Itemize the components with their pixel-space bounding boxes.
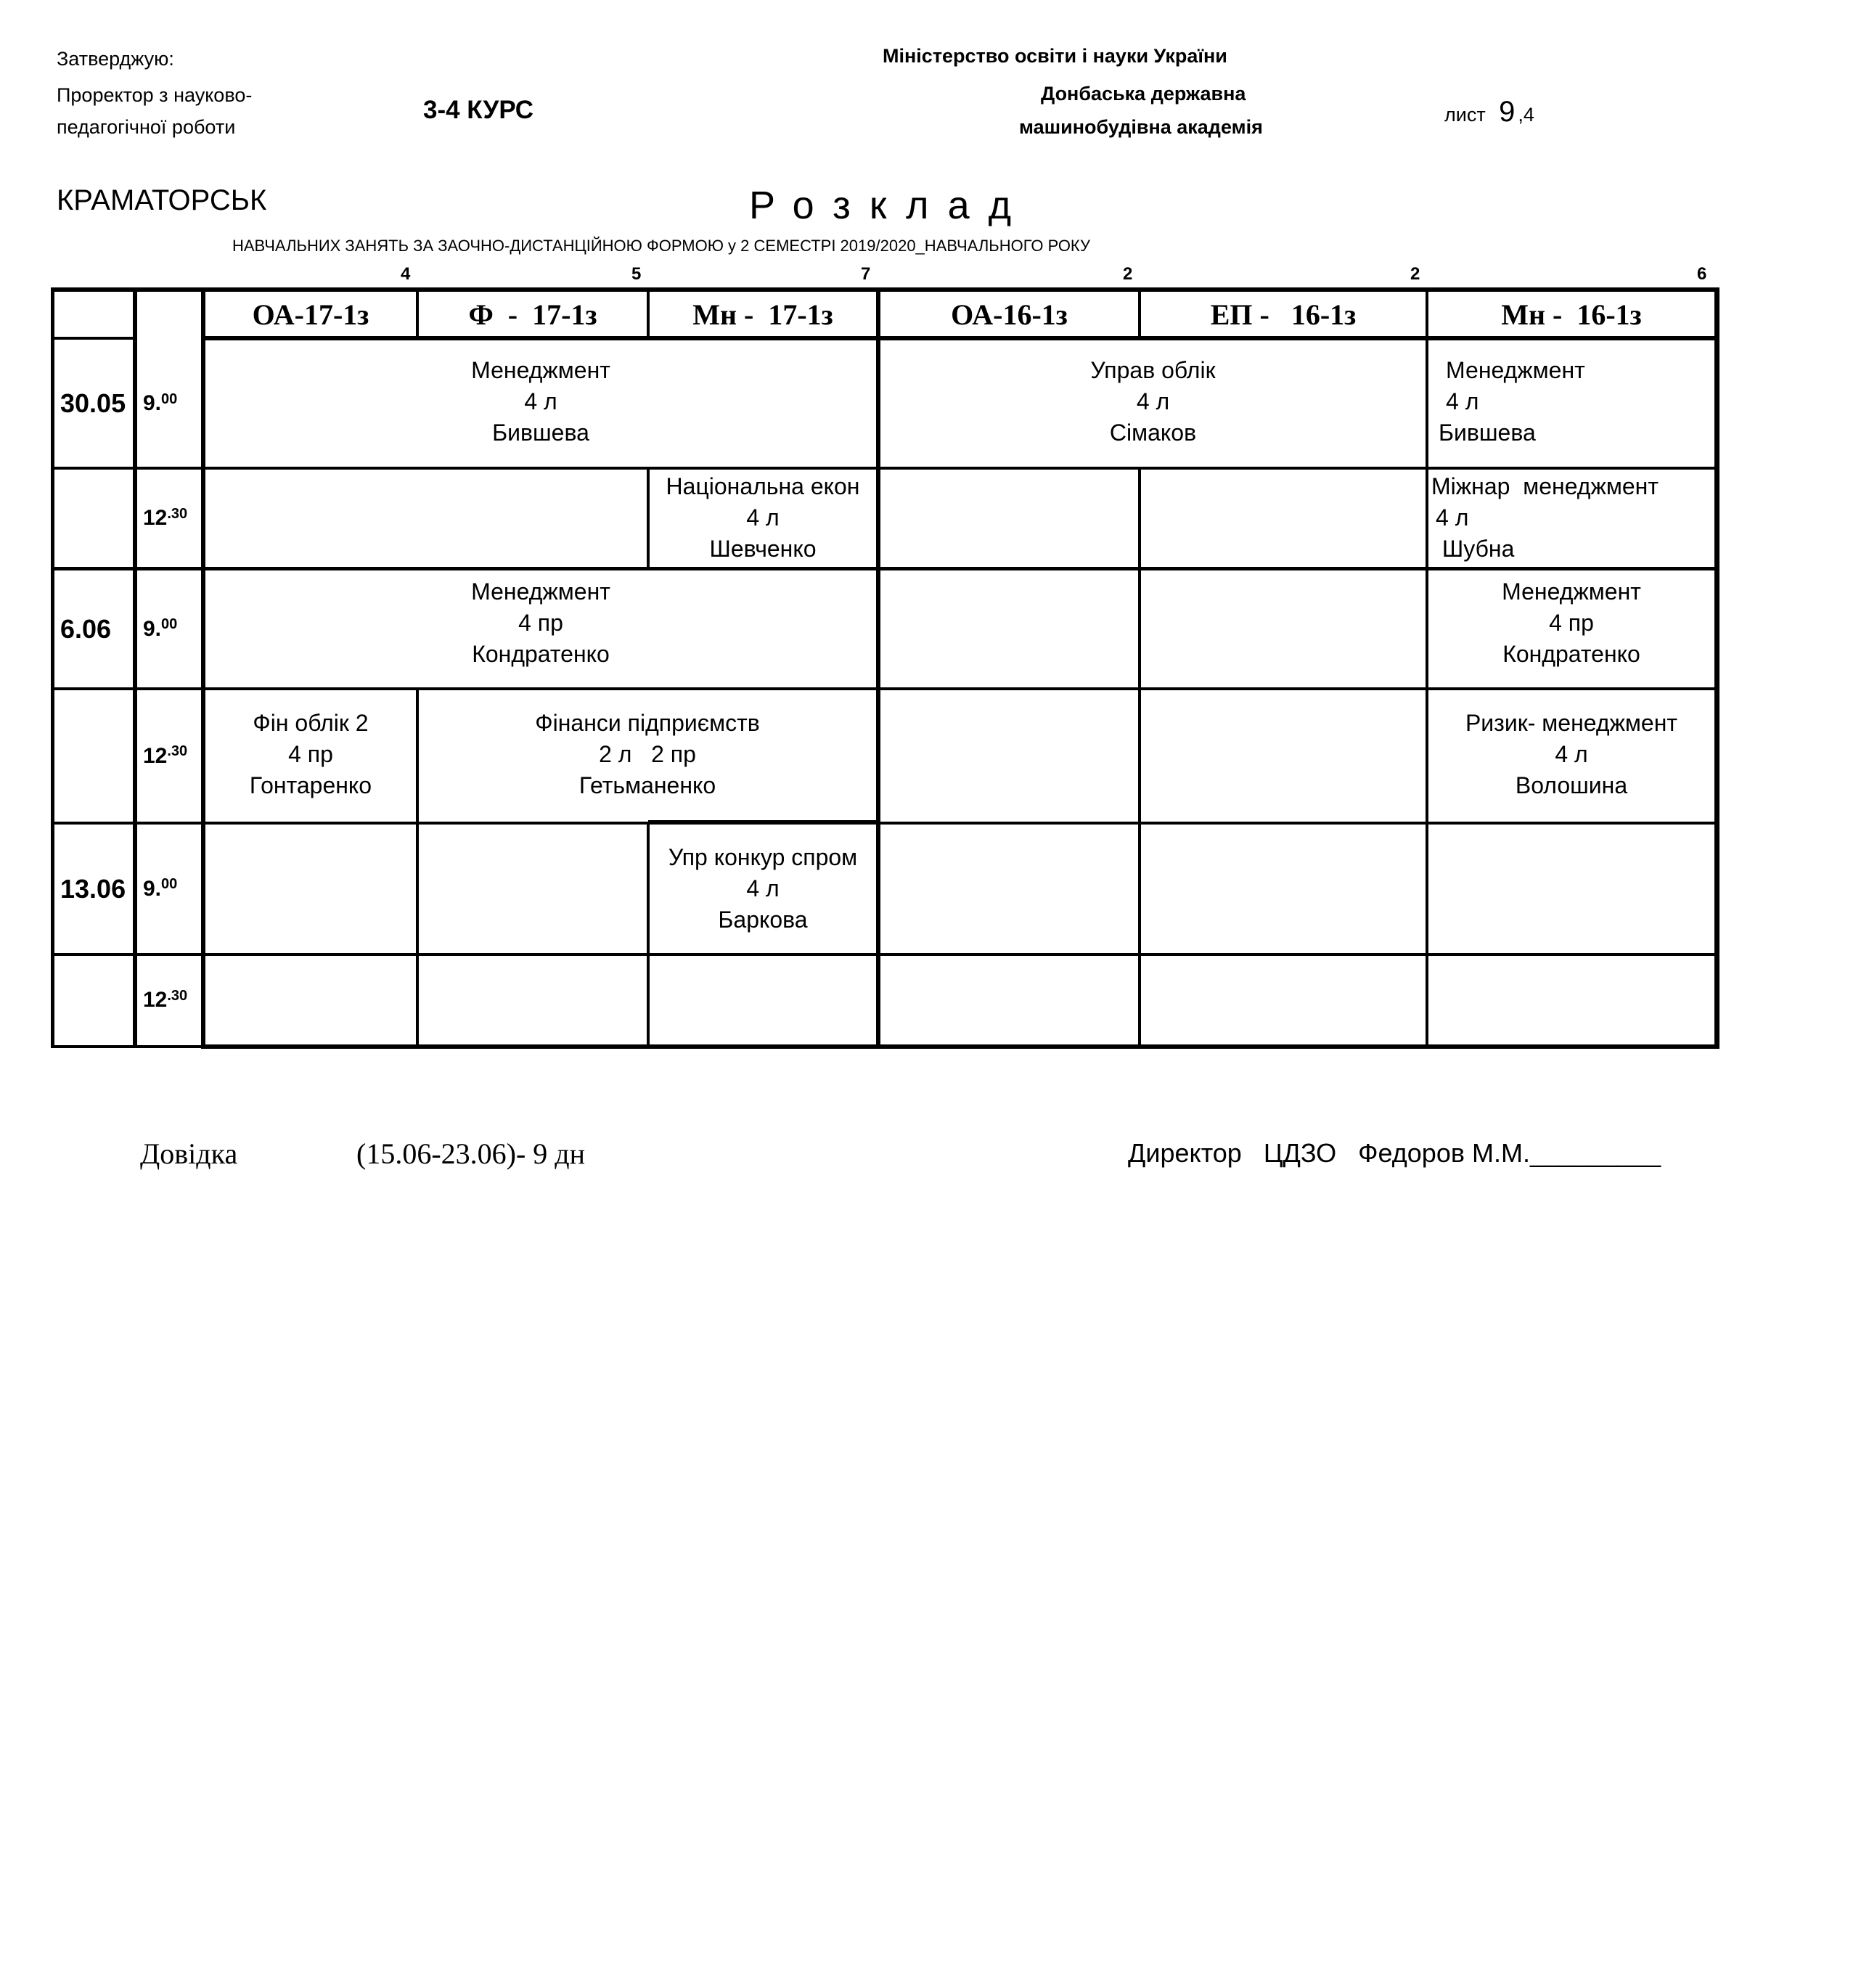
lesson-hours: 4 л [746,875,780,901]
page-subtitle: НАВЧАЛЬНИХ ЗАНЯТЬ ЗА ЗАОЧНО-ДИСТАНЦІЙНОЮ ФОРМОЮ у 2 СЕМЕСТРІ 2019/2020_НАВЧАЛЬНОГО РОКУ [232,237,1090,255]
column-number: 4 [401,264,411,284]
time-sup: .30 [167,987,188,1004]
prorector-line2: педагогічної роботи [57,116,236,138]
time-main: 9. [143,876,162,901]
lesson-cell[interactable] [880,340,1426,467]
grid-line [51,337,135,340]
lesson-hours: 4 л [1136,388,1170,414]
group-header: ОА-16-1з [951,298,1068,331]
column-number: 5 [631,264,642,284]
lesson-subject: Фінанси підприємств [535,710,760,736]
row-time [137,825,201,953]
time-main: 9. [143,616,162,641]
lesson-cell[interactable] [650,470,876,567]
note-value: (15.06-23.06)- 9 дн [356,1137,586,1170]
lesson-teacher: Бившева [1439,420,1536,446]
time-sup: .30 [167,505,188,522]
lesson-subject: Упр конкур спром [668,844,858,870]
lesson-teacher: Баркова [718,907,808,933]
lesson-hours: 4 л [1555,741,1588,767]
lesson-hours: 4 л [1446,388,1479,414]
time-sup: 00 [161,876,178,892]
group-header: Ф - 17-1з [468,298,597,331]
director-signature [1128,1138,1661,1169]
group-header: ЕП - 16-1з [1210,298,1357,331]
lesson-hours: 2 л 2 пр [599,741,696,767]
lesson-cell[interactable] [650,825,876,953]
lesson-cell[interactable] [1428,470,1714,567]
academy-line2: машинобудівна академія [1019,116,1263,138]
time-main: 12 [143,506,168,530]
lesson-teacher: Сімаков [1109,420,1197,446]
grid-line [51,1045,203,1048]
lesson-cell[interactable] [1428,340,1714,467]
ministry-label: Міністерство освіти і науки України [883,45,1227,67]
lesson-subject: Міжнар менеджмент [1431,473,1659,499]
lesson-subject: Менеджмент [1502,578,1641,605]
time-main: 12 [143,743,168,768]
lesson-subject: Менеджмент [1446,357,1585,383]
group-header: Мн - 17-1з [692,298,833,331]
lesson-teacher: Волошина [1515,772,1628,798]
lesson-hours: 4 л [524,388,557,414]
group-header: Мн - 16-1з [1501,298,1642,331]
lesson-cell[interactable] [205,690,416,822]
prorector-line1: Проректор з науково- [57,84,253,106]
lesson-hours: 4 пр [1549,610,1594,636]
lesson-cell[interactable] [1428,570,1714,687]
signature-line: _________ [1529,1138,1661,1168]
column-number: 6 [1697,264,1707,284]
grid-line [51,822,1719,825]
column-number: 2 [1123,264,1133,284]
lesson-teacher: Шубна [1436,536,1515,562]
row-date: 30.05 [60,388,126,418]
sheet-label: лист [1444,104,1486,126]
row-time [137,470,201,567]
lesson-hours: 4 л [746,504,780,531]
sheet-number-value: 9 [1499,96,1516,128]
row-time [137,690,201,822]
note-label: Довідка [140,1137,238,1170]
lesson-subject: Менеджмент [471,578,610,605]
approve-label: Затверджую: [57,48,174,70]
row-time [137,956,201,1044]
time-sup: .30 [167,743,188,759]
lesson-teacher: Гонтаренко [249,772,372,798]
lesson-subject: Фін облік 2 [253,710,369,736]
row-time [137,340,201,467]
sheet-suffix: ,4 [1518,104,1534,126]
time-sup: 00 [161,390,178,407]
lesson-hours: 4 пр [518,610,563,636]
lesson-subject: Менеджмент [471,357,610,383]
lesson-teacher: Гетьманенко [578,772,716,798]
academy-line1: Донбаська державна [1041,83,1246,105]
lesson-teacher: Бившева [492,420,589,446]
row-date: 6.06 [60,613,112,644]
lesson-subject: Управ облік [1090,357,1216,383]
lesson-subject: Національна екон [666,473,860,499]
grid-line [201,1044,1719,1049]
lesson-cell[interactable] [419,690,876,822]
column-number: 7 [861,264,871,284]
sheet-number [1444,96,1534,128]
group-header: ОА-17-1з [252,298,369,331]
lesson-teacher: Кондратенко [472,641,610,667]
time-main: 12 [143,988,168,1012]
lesson-cell[interactable] [205,570,876,687]
column-number: 2 [1410,264,1420,284]
row-time [137,570,201,687]
lesson-cell[interactable] [1428,690,1714,822]
grid-line [1138,468,1141,1047]
lesson-subject: Ризик- менеджмент [1465,710,1678,736]
grid-line [1714,287,1719,1049]
grid-line [51,953,1719,956]
director-label: Директор ЦДЗО Федоров М.М. [1128,1138,1530,1168]
lesson-teacher: Кондратенко [1502,641,1640,667]
city-label: КРАМАТОРСЬК [57,184,267,216]
lesson-teacher: Шевченко [709,536,817,562]
lesson-cell[interactable] [205,340,876,467]
time-main: 9. [143,391,162,415]
time-sup: 00 [161,616,178,632]
page-title: Розклад [749,184,1031,227]
lesson-hours: 4 л [1436,504,1469,531]
course-label: 3-4 КУРС [423,96,534,124]
lesson-hours: 4 пр [288,741,333,767]
row-date: 13.06 [60,873,126,904]
